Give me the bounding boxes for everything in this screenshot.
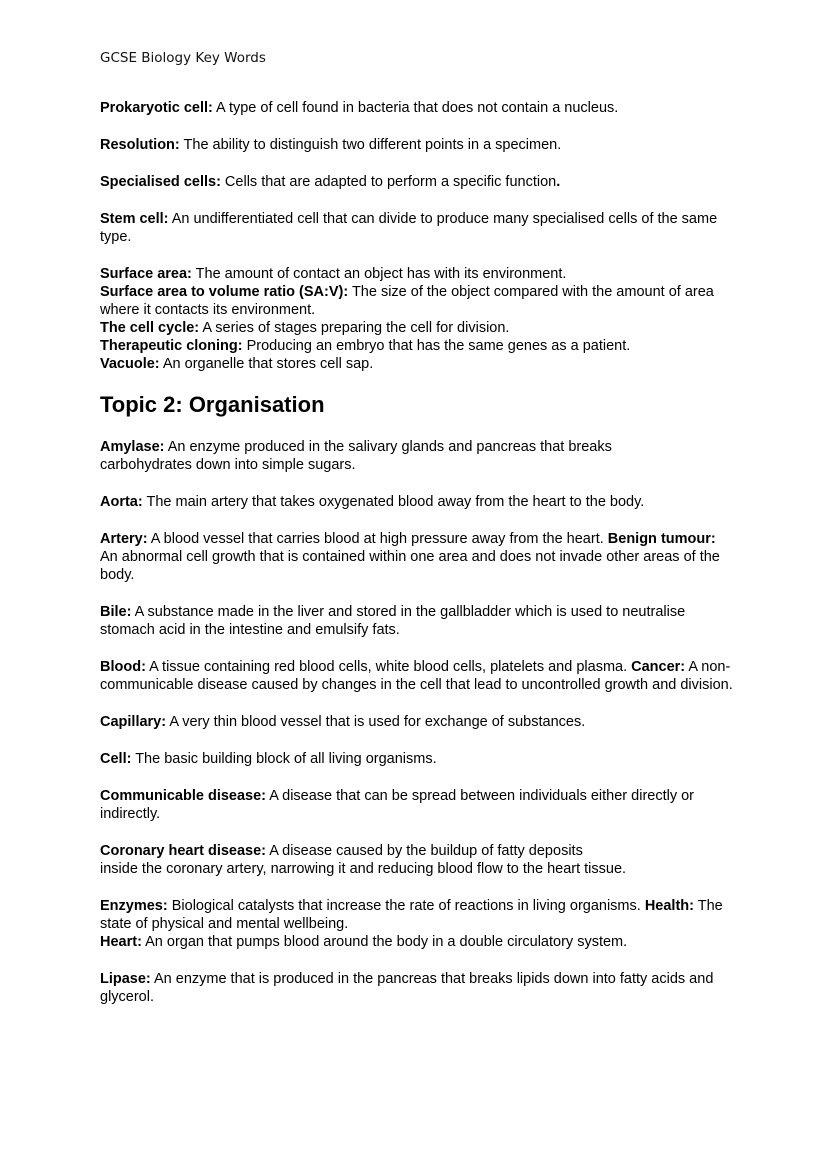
glossary-definition: An enzyme that is produced in the pancreas that breaks lipids down into fatty acids and glycerol.: [100, 971, 714, 1005]
glossary-paragraph: [100, 530, 734, 584]
glossary-term: Cell:: [100, 751, 132, 767]
glossary-term: The cell cycle:: [100, 320, 200, 336]
glossary-term: Therapeutic cloning:: [100, 338, 243, 354]
glossary-term: Communicable disease:: [100, 788, 266, 804]
glossary-definition: An enzyme produced in the salivary glands and pancreas that breaks carbohydrates down into simple sugars.: [100, 439, 612, 473]
glossary-term: Surface area:: [100, 266, 192, 282]
glossary-definition: A series of stages preparing the cell for division.: [199, 320, 510, 336]
glossary-term: Cancer:: [631, 659, 686, 675]
glossary-term: Aorta:: [100, 494, 143, 510]
glossary-paragraph: [100, 970, 734, 1006]
glossary-term: Prokaryotic cell:: [100, 100, 213, 116]
glossary-paragraph: [100, 265, 734, 373]
glossary-paragraph: [100, 658, 734, 694]
glossary-row: [100, 750, 734, 768]
glossary-term: Health:: [644, 898, 694, 914]
glossary-definition: A very thin blood vessel that is used for exchange of substances.: [166, 714, 586, 730]
glossary-definition: The state of physical and mental wellbeing.: [100, 898, 723, 932]
glossary-paragraph: [100, 897, 734, 951]
glossary-definition: The size of the object compared with the amount of area where it contacts its environment.: [100, 284, 714, 318]
glossary-term: Surface area to volume ratio (SA:V):: [100, 284, 349, 300]
glossary-definition: The main artery that takes oxygenated blood away from the heart to the body.: [142, 494, 645, 510]
glossary-term: Specialised cells:: [100, 174, 221, 190]
glossary-definition: The amount of contact an object has with its environment.: [191, 266, 567, 282]
glossary-row: [100, 603, 734, 639]
glossary-row: [100, 530, 734, 584]
glossary-paragraph: [100, 136, 734, 154]
glossary-term: Stem cell:: [100, 211, 169, 227]
glossary-definition: The basic building block of all living organisms.: [131, 751, 437, 767]
glossary-definition: An organ that pumps blood around the body in a double circulatory system.: [141, 934, 628, 950]
glossary-term: Amylase:: [100, 439, 165, 455]
glossary-definition: The ability to distinguish two different points in a specimen.: [179, 137, 562, 153]
glossary-row: [100, 787, 734, 823]
section-heading: Topic 2: Organisation: [100, 392, 325, 417]
glossary-paragraph: [100, 99, 734, 117]
glossary-paragraph: [100, 603, 734, 639]
glossary-row: [100, 438, 734, 474]
glossary-definition: An abnormal cell growth that is contained within one area and does not invade other areas of the body.: [100, 549, 720, 583]
glossary-row: [100, 210, 734, 246]
glossary-term: Resolution:: [100, 137, 180, 153]
glossary-definition: Biological catalysts that increase the rate of reactions in living organisms.: [167, 898, 645, 914]
glossary-row: [100, 173, 734, 191]
glossary-row: [100, 970, 734, 1006]
glossary-term: Capillary:: [100, 714, 167, 730]
glossary-term: Blood:: [100, 659, 146, 675]
glossary-definition: An undifferentiated cell that can divide to produce many specialised cells of the same type.: [100, 211, 718, 245]
glossary-definition: A substance made in the liver and stored in the gallbladder which is used to neutralise stomach acid in the intestine and emulsify fats.: [100, 604, 686, 638]
glossary-row: [100, 493, 734, 511]
glossary-paragraph: [100, 842, 734, 878]
glossary-paragraph: [100, 493, 734, 511]
glossary-term: Bile:: [100, 604, 132, 620]
glossary-row: [100, 319, 734, 337]
glossary-term: Heart:: [100, 934, 142, 950]
glossary-row: [100, 897, 734, 933]
glossary-term: Enzymes:: [100, 898, 168, 914]
glossary-row: [100, 99, 734, 117]
glossary-term: Benign tumour:: [607, 531, 716, 547]
glossary-definition: Producing an embryo that has the same genes as a patient.: [242, 338, 631, 354]
glossary-row: [100, 265, 734, 283]
glossary-paragraph: [100, 210, 734, 246]
glossary-term: Coronary heart disease:: [100, 843, 267, 859]
glossary-definition: A disease caused by the buildup of fatty deposits inside the coronary artery, narrowing it and reducing blood flow to the heart tissue.: [100, 843, 627, 877]
glossary-row: [100, 283, 734, 319]
glossary-row: [100, 658, 734, 694]
glossary-content: [100, 99, 734, 1025]
glossary-paragraph: [100, 750, 734, 768]
glossary-punctuation: .: [556, 174, 561, 190]
glossary-definition: A tissue containing red blood cells, white blood cells, platelets and plasma.: [145, 659, 632, 675]
glossary-definition: An organelle that stores cell sap.: [159, 356, 374, 372]
glossary-row: [100, 337, 734, 355]
glossary-paragraph: [100, 173, 734, 191]
page-header: GCSE Biology Key Words: [100, 50, 266, 66]
glossary-definition: A blood vessel that carries blood at high pressure away from the heart.: [147, 531, 608, 547]
glossary-row: [100, 713, 734, 731]
glossary-row: [100, 136, 734, 154]
glossary-paragraph: [100, 713, 734, 731]
glossary-term: Artery:: [100, 531, 148, 547]
glossary-definition: Cells that are adapted to perform a specific function: [220, 174, 557, 190]
glossary-row: [100, 933, 734, 951]
glossary-paragraph: [100, 787, 734, 823]
glossary-row: [100, 355, 734, 373]
glossary-definition: A type of cell found in bacteria that does not contain a nucleus.: [212, 100, 619, 116]
glossary-row: [100, 842, 734, 878]
glossary-definition: A non-communicable disease caused by changes in the cell that lead to uncontrolled growth and division.: [100, 659, 733, 693]
glossary-term: Lipase:: [100, 971, 151, 987]
glossary-paragraph: [100, 438, 734, 474]
glossary-term: Vacuole:: [100, 356, 160, 372]
glossary-definition: A disease that can be spread between individuals either directly or indirectly.: [100, 788, 695, 822]
